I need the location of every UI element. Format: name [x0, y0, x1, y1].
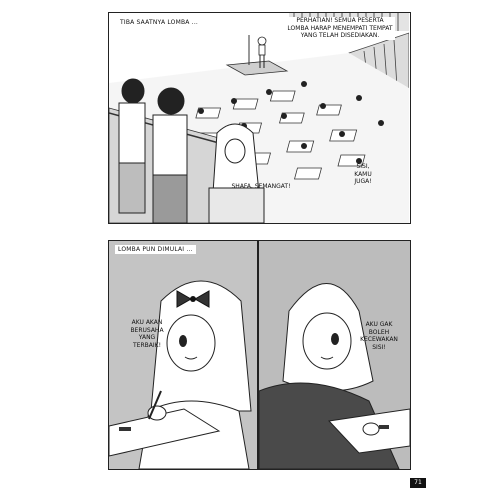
classroom-scene — [109, 13, 409, 223]
comic-panel-bottom-left — [108, 240, 258, 470]
girl-hijab-scene — [259, 241, 410, 469]
speech-bubble-sisi: SISI, KAMU JUGA! — [354, 163, 372, 185]
comic-panel-bottom-right — [258, 240, 411, 470]
thought-bubble-right: AKU GAK BOLEH KECEWAKAN SISI! — [360, 321, 398, 351]
panel-caption: TIBA SAATNYA LOMBA ... — [117, 18, 201, 27]
speech-bubble-announcement: PERHATIAN! SEMUA PESERTA LOMBA HARAP MENEMPATI TEMPAT YANG TELAH DISEDIAKAN. — [285, 17, 395, 40]
speech-bubble-shafa: SHAFA, SEMANGAT! — [231, 183, 291, 190]
page-number: 71 — [410, 478, 426, 488]
comic-panel-top — [108, 12, 411, 224]
girl-bow-scene — [109, 241, 257, 469]
panel-caption: LOMBA PUN DIMULAI ... — [115, 245, 196, 254]
thought-bubble-left: AKU AKAN BERUSAHA YANG TERBAIK! — [130, 319, 164, 349]
